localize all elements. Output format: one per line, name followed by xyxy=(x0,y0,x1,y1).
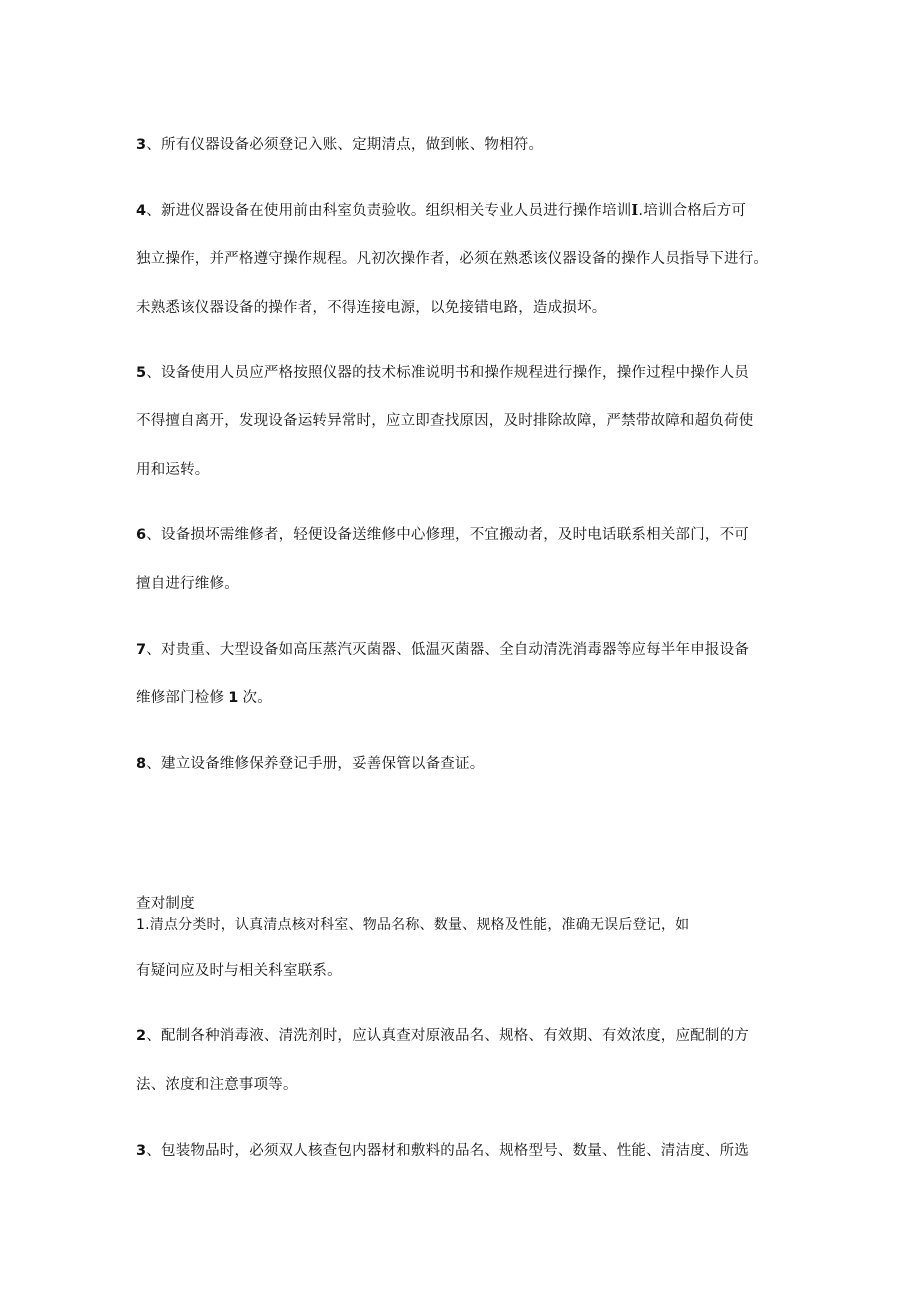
item-number: 2 xyxy=(136,1028,147,1044)
item-number: 3 xyxy=(136,1143,147,1159)
item-text: .培训合格后方可 xyxy=(638,203,747,219)
check-item-2-line-2: 法、浓度和注意事项等。 xyxy=(136,1077,298,1093)
section-title: 查对制度 xyxy=(136,896,195,912)
item-text: 、新进仪器设备在使用前由科室负责验收。组织相关专业人员进行操作培训 xyxy=(146,203,632,219)
item-4-line-3: 未熟悉该仪器设备的操作者，不得连接电源，以免接错电路，造成损坏。 xyxy=(136,300,607,316)
item-text: 、对贵重、大型设备如高压蒸汽灭菌器、低温灭菌器、全自动清洗消毒器等应每半年申报设备 xyxy=(146,642,749,658)
item-8-line-1 xyxy=(136,754,796,774)
check-item-2-line-1 xyxy=(136,1026,796,1046)
item-number: 3 xyxy=(136,137,147,153)
item-5-line-2: 不得擅自离开，发现设备运转异常时，应立即查找原因，及时排除故障，严禁带故障和超负荷使 xyxy=(136,413,754,429)
item-number: 5 xyxy=(136,365,147,381)
item-text: 、设备使用人员应严格按照仪器的技术标准说明书和操作规程进行操作，操作过程中操作人员 xyxy=(146,365,749,381)
item-7-line-2 xyxy=(136,688,796,708)
item-text: 、所有仪器设备必须登记入账、定期清点，做到帐、物相符。 xyxy=(146,137,544,153)
item-number-inline: 1 xyxy=(228,690,239,706)
item-text: 、包装物品时，必须双人核查包内器材和敷料的品名、规格型号、数量、性能、清洁度、所选 xyxy=(146,1143,749,1159)
item-5-line-1 xyxy=(136,363,796,383)
item-6-line-2: 擅自进行维修。 xyxy=(136,576,239,592)
item-4-line-2: 独立操作，并严格遵守操作规程。凡初次操作者，必须在熟悉该仪器设备的操作人员指导下进行。 xyxy=(136,251,769,267)
item-number: 7 xyxy=(136,642,147,658)
item-text: 、设备损坏需维修者，轻便设备送维修中心修理，不宜搬动者，及时电话联系相关部门，不可 xyxy=(146,527,749,543)
item-number: 6 xyxy=(136,527,147,543)
item-text: 维修部门检修 xyxy=(136,690,225,706)
check-item-1-line-1: 1.清点分类时，认真清点核对科室、物品名称、数量、规格及性能，准确无误后登记，如 xyxy=(136,917,690,933)
item-5-line-3: 用和运转。 xyxy=(136,462,210,478)
item-3-line-1 xyxy=(136,135,796,155)
item-6-line-1 xyxy=(136,525,796,545)
item-number: 8 xyxy=(136,756,147,772)
item-number: 4 xyxy=(136,203,147,219)
item-text: 、配制各种消毒液、清洗剂时，应认真查对原液品名、规格、有效期、有效浓度，应配制的方 xyxy=(146,1028,749,1044)
item-text: 、建立设备维修保养登记手册，妥善保管以备查证。 xyxy=(146,756,485,772)
item-text-roman: I xyxy=(631,202,639,219)
item-text: 次。 xyxy=(242,690,272,706)
item-4-line-1 xyxy=(136,201,796,221)
check-item-3-line-1 xyxy=(136,1141,796,1161)
check-item-1-line-2: 有疑问应及时与相关科室联系。 xyxy=(136,963,342,979)
item-7-line-1 xyxy=(136,640,796,660)
